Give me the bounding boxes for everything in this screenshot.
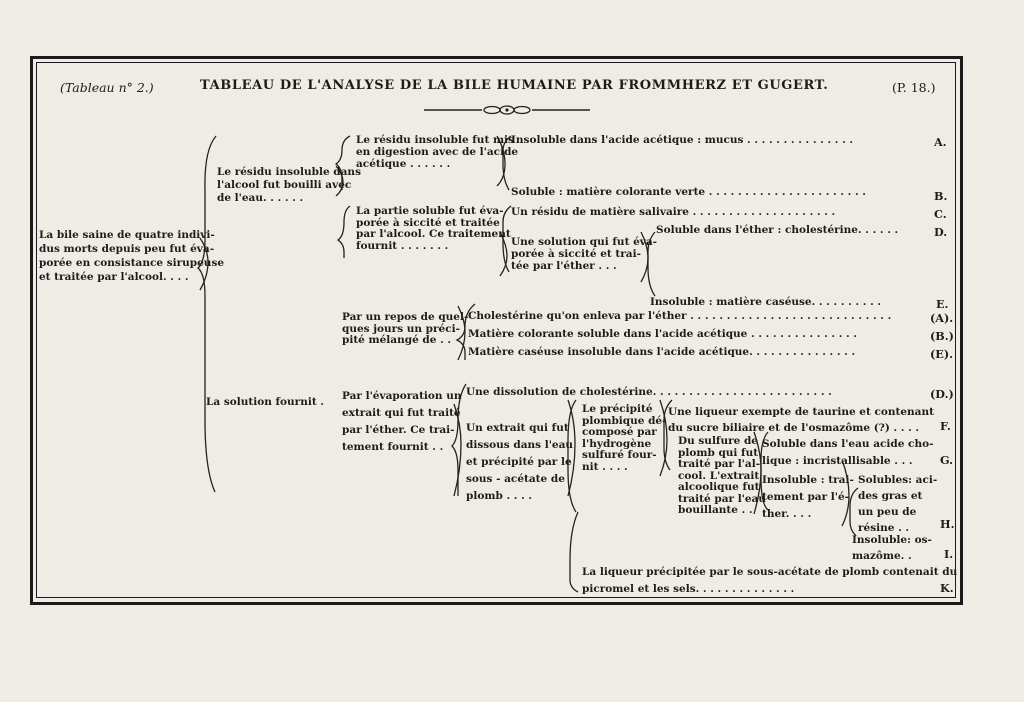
solution-branch: La solution fournit . xyxy=(206,396,324,408)
soluble-part-step: La partie soluble fut éva- porée à siccité et traitée par l'alcool. Ce traitement fournit . . . . . . . xyxy=(356,205,511,252)
lead-precipitate-step: Le précipité plombique dé- composé par l'hydrogène sulfuré four- nit . . . . xyxy=(582,403,667,473)
taurine-free-liquor-result: Une liqueur exempte de taurine et contenant du sucre biliaire et de l'osmazôme (?) . . . . xyxy=(668,406,934,434)
caseous-insoluble-result: Insoluble : matière caséuse. . . . . . . . . . xyxy=(650,296,882,308)
dissolved-extract-step: Un extrait qui fut dissous dans l'eau et précipité par le sous - acétate de plomb . . . . xyxy=(466,422,574,502)
cholesterine-dissolution-result: Une dissolution de cholestérine. . . . . . . . . . . . . . . . . . . . . . . . . xyxy=(466,386,832,398)
evaporated-solution: Une solution qui fut éva- porée à siccité et trai- tée par l'éther . . . xyxy=(511,236,658,272)
letter-b-paren: (B.) xyxy=(930,329,954,343)
letter-h: H. xyxy=(940,517,955,531)
evaporation-step: Par l'évaporation un extrait qui fut traité par l'éther. Ce trai- tement fournit . . xyxy=(342,390,462,453)
letter-i: I. xyxy=(944,547,954,561)
letter-e-paren: (E). xyxy=(930,347,954,361)
letter-a: A. xyxy=(934,135,947,149)
letter-a-paren: (A). xyxy=(930,311,954,325)
residue-acetic-step: Le résidu insoluble fut mis en digestion avec de l'acide acétique . . . . . . xyxy=(356,134,519,170)
letter-b: B. xyxy=(934,189,948,203)
insoluble-residue-branch: Le résidu insoluble dans l'alcool fut bouilli avec de l'eau. . . . . . xyxy=(217,166,361,204)
precipitated-liquor-result: La liqueur précipitée par le sous-acétate de plomb contenait du picromel et les sels. . . . . . . . . . . . . . xyxy=(582,566,958,595)
ornament-rule-icon xyxy=(424,104,590,116)
salivary-residue-result: Un résidu de matière salivaire . . . . . . . . . . . . . . . . . . . . xyxy=(511,206,836,218)
letter-f: F. xyxy=(940,419,951,433)
table-title: TABLEAU DE L'ANALYSE DE LA BILE HUMAINE PAR FROMMHERZ ET GUGERT. xyxy=(200,78,829,93)
page-reference: (P. 18.) xyxy=(892,80,936,95)
caseous-insoluble-acetic-result: Matière caséuse insoluble dans l'acide acétique. . . . . . . . . . . . . . . xyxy=(468,346,856,358)
letter-k: K. xyxy=(940,581,954,595)
bile-description: La bile saine de quatre indivi- dus morts depuis peu fut éva- porée en consistance sirupeuse et traitée par l'alcool. . . . xyxy=(39,229,225,283)
soluble-coloring-result: Matière colorante soluble dans l'acide acétique . . . . . . . . . . . . . . . xyxy=(468,328,858,340)
letter-g: G. xyxy=(940,453,954,467)
cholic-acid-result: Soluble dans l'eau acide cho- lique : incristallisable . . . xyxy=(762,438,934,467)
letter-d: D. xyxy=(934,225,948,239)
osmazome-result: Insoluble: os- mazôme. . xyxy=(852,534,932,562)
fatty-acids-result: Solubles: aci- des gras et un peu de résine . . xyxy=(858,474,938,534)
table-number: (Tableau n° 2.) xyxy=(60,80,154,95)
cholesterine-removed-result: Cholestérine qu'on enleva par l'éther . . . . . . . . . . . . . . . . . . . . . . . . . . . . xyxy=(468,310,892,322)
insoluble-ether-step: Insoluble : trai- tement par l'é- ther. . . . xyxy=(762,474,854,520)
letter-d-paren: (D.) xyxy=(930,387,954,401)
lead-sulfide-step: Du sulfure de plomb qui fut traité par l'al- cool. L'extrait alcoolique fut traité par l'eau bouillante . . xyxy=(678,435,767,516)
mucus-result: Insoluble dans l'acide acétique : mucus . . . . . . . . . . . . . . . xyxy=(511,134,854,146)
cholesterine-soluble-result: Soluble dans l'éther : cholestérine. . . . . . xyxy=(656,224,899,236)
green-coloring-result: Soluble : matière colorante verte . . . . . . . . . . . . . . . . . . . . . . xyxy=(511,186,866,198)
letter-c: C. xyxy=(934,207,947,221)
letter-e: E. xyxy=(936,297,949,311)
resting-precipitate-step: Par un repos de quel- ques jours un préci- pité mélangé de . . xyxy=(342,311,469,346)
